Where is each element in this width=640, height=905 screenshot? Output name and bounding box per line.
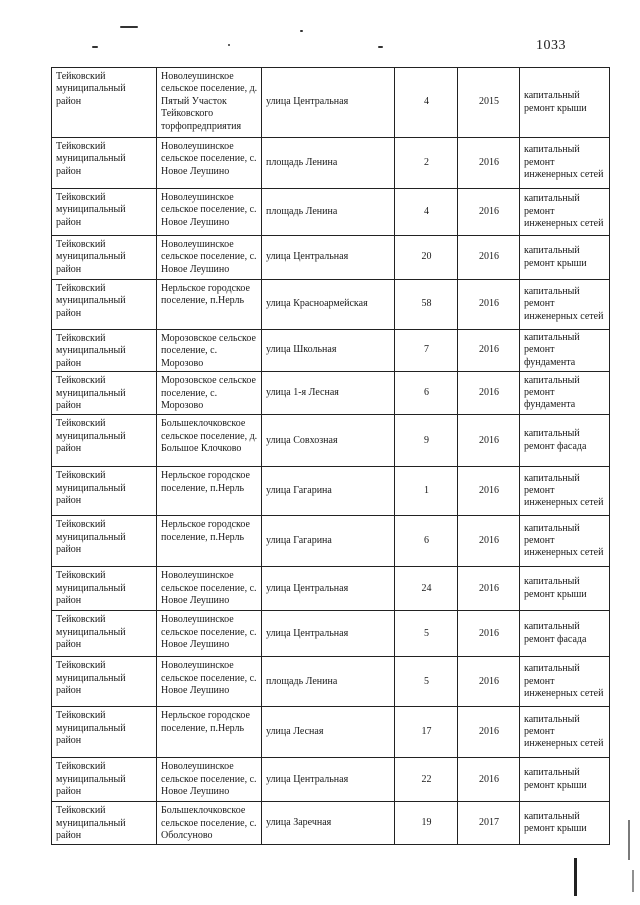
year-cell: 2016	[458, 758, 520, 802]
table-row	[52, 415, 610, 467]
work-type-cell: капитальный ремонт фундамента	[520, 372, 610, 415]
table-row	[52, 611, 610, 657]
work-type-cell: капитальный ремонт инженерных сетей	[520, 138, 610, 189]
street-cell: улица Заречная	[262, 802, 395, 845]
house-number-cell: 20	[395, 236, 458, 280]
work-type-cell: капитальный ремонт инженерных сетей	[520, 707, 610, 758]
district-cell: Тейковский муниципальный район	[52, 567, 157, 611]
district-cell: Тейковский муниципальный район	[52, 138, 157, 189]
scan-speck	[228, 44, 230, 46]
page-number: 1033	[536, 38, 566, 53]
settlement-cell: Новолеушинское сельское поселение, с. Новое Леушино	[157, 758, 262, 802]
street-cell: улица Центральная	[262, 68, 395, 138]
house-number-cell: 22	[395, 758, 458, 802]
year-cell: 2016	[458, 567, 520, 611]
house-number-cell: 5	[395, 611, 458, 657]
table-row	[52, 189, 610, 236]
settlement-cell: Нерльское городское поселение, п.Нерль	[157, 467, 262, 516]
house-number-cell: 4	[395, 68, 458, 138]
year-cell: 2016	[458, 138, 520, 189]
district-cell: Тейковский муниципальный район	[52, 68, 157, 138]
year-cell: 2016	[458, 707, 520, 758]
work-type-cell: капитальный ремонт крыши	[520, 68, 610, 138]
street-cell: улица 1-я Лесная	[262, 372, 395, 415]
district-cell: Тейковский муниципальный район	[52, 415, 157, 467]
house-number-cell: 5	[395, 657, 458, 707]
work-type-cell: капитальный ремонт крыши	[520, 567, 610, 611]
table-row	[52, 758, 610, 802]
house-number-cell: 24	[395, 567, 458, 611]
table-row	[52, 68, 610, 138]
year-cell: 2016	[458, 415, 520, 467]
table-row	[52, 707, 610, 758]
scan-margin-mark	[628, 820, 630, 860]
table-row	[52, 516, 610, 567]
settlement-cell: Морозовское сельское поселение, с. Морозово	[157, 372, 262, 415]
year-cell: 2016	[458, 330, 520, 372]
table-row	[52, 330, 610, 372]
house-number-cell: 17	[395, 707, 458, 758]
district-cell: Тейковский муниципальный район	[52, 611, 157, 657]
scan-speck	[92, 46, 98, 48]
house-number-cell: 19	[395, 802, 458, 845]
table-row	[52, 657, 610, 707]
district-cell: Тейковский муниципальный район	[52, 657, 157, 707]
house-number-cell: 4	[395, 189, 458, 236]
district-cell: Тейковский муниципальный район	[52, 236, 157, 280]
work-type-cell: капитальный ремонт инженерных сетей	[520, 516, 610, 567]
settlement-cell: Новолеушинское сельское поселение, с. Новое Леушино	[157, 657, 262, 707]
settlement-cell: Новолеушинское сельское поселение, с. Новое Леушино	[157, 611, 262, 657]
street-cell: площадь Ленина	[262, 657, 395, 707]
scan-speck	[300, 30, 303, 32]
table-row	[52, 372, 610, 415]
work-type-cell: капитальный ремонт фасада	[520, 415, 610, 467]
house-number-cell: 6	[395, 372, 458, 415]
house-number-cell: 58	[395, 280, 458, 330]
work-type-cell: капитальный ремонт инженерных сетей	[520, 467, 610, 516]
district-cell: Тейковский муниципальный район	[52, 516, 157, 567]
work-type-cell: капитальный ремонт фундамента	[520, 330, 610, 372]
table-row	[52, 280, 610, 330]
work-type-cell: капитальный ремонт инженерных сетей	[520, 189, 610, 236]
table-row	[52, 467, 610, 516]
district-cell: Тейковский муниципальный район	[52, 372, 157, 415]
year-cell: 2016	[458, 657, 520, 707]
year-cell: 2016	[458, 611, 520, 657]
district-cell: Тейковский муниципальный район	[52, 467, 157, 516]
year-cell: 2017	[458, 802, 520, 845]
year-cell: 2016	[458, 467, 520, 516]
street-cell: улица Центральная	[262, 567, 395, 611]
work-type-cell: капитальный ремонт инженерных сетей	[520, 280, 610, 330]
street-cell: улица Лесная	[262, 707, 395, 758]
house-number-cell: 2	[395, 138, 458, 189]
table-row	[52, 567, 610, 611]
table-row	[52, 236, 610, 280]
year-cell: 2015	[458, 68, 520, 138]
settlement-cell: Нерльское городское поселение, п.Нерль	[157, 516, 262, 567]
settlement-cell: Большеклочковское сельское поселение, д. Большое Клочково	[157, 415, 262, 467]
table-row	[52, 802, 610, 845]
street-cell: улица Гагарина	[262, 516, 395, 567]
work-type-cell: капитальный ремонт крыши	[520, 802, 610, 845]
house-number-cell: 6	[395, 516, 458, 567]
settlement-cell: Новолеушинское сельское поселение, с. Новое Леушино	[157, 138, 262, 189]
work-type-cell: капитальный ремонт крыши	[520, 758, 610, 802]
work-type-cell: капитальный ремонт фасада	[520, 611, 610, 657]
year-cell: 2016	[458, 236, 520, 280]
street-cell: площадь Ленина	[262, 189, 395, 236]
year-cell: 2016	[458, 189, 520, 236]
district-cell: Тейковский муниципальный район	[52, 802, 157, 845]
district-cell: Тейковский муниципальный район	[52, 758, 157, 802]
scan-speck	[120, 26, 138, 28]
street-cell: улица Школьная	[262, 330, 395, 372]
settlement-cell: Морозовское сельское поселение, с. Морозово	[157, 330, 262, 372]
table-row	[52, 138, 610, 189]
district-cell: Тейковский муниципальный район	[52, 330, 157, 372]
house-number-cell: 7	[395, 330, 458, 372]
street-cell: улица Гагарина	[262, 467, 395, 516]
year-cell: 2016	[458, 372, 520, 415]
street-cell: улица Совхозная	[262, 415, 395, 467]
settlement-cell: Новолеушинское сельское поселение, с. Новое Леушино	[157, 236, 262, 280]
work-type-cell: капитальный ремонт крыши	[520, 236, 610, 280]
year-cell: 2016	[458, 280, 520, 330]
settlement-cell: Большеклочковское сельское поселение, с. Оболсуново	[157, 802, 262, 845]
district-cell: Тейковский муниципальный район	[52, 707, 157, 758]
settlement-cell: Новолеушинское сельское поселение, д. Пятый Участок Тейковского торфопредприятия	[157, 68, 262, 138]
settlement-cell: Нерльское городское поселение, п.Нерль	[157, 707, 262, 758]
district-cell: Тейковский муниципальный район	[52, 280, 157, 330]
street-cell: улица Центральная	[262, 236, 395, 280]
settlement-cell: Новолеушинское сельское поселение, с. Новое Леушино	[157, 189, 262, 236]
street-cell: улица Центральная	[262, 611, 395, 657]
work-type-cell: капитальный ремонт инженерных сетей	[520, 657, 610, 707]
settlement-cell: Нерльское городское поселение, п.Нерль	[157, 280, 262, 330]
street-cell: улица Красноармейская	[262, 280, 395, 330]
house-number-cell: 9	[395, 415, 458, 467]
scan-speck	[378, 46, 383, 48]
house-number-cell: 1	[395, 467, 458, 516]
settlement-cell: Новолеушинское сельское поселение, с. Новое Леушино	[157, 567, 262, 611]
street-cell: улица Центральная	[262, 758, 395, 802]
street-cell: площадь Ленина	[262, 138, 395, 189]
scan-margin-mark	[632, 870, 634, 892]
district-cell: Тейковский муниципальный район	[52, 189, 157, 236]
scan-margin-mark	[574, 858, 577, 896]
housing-repair-table	[51, 67, 610, 845]
year-cell: 2016	[458, 516, 520, 567]
